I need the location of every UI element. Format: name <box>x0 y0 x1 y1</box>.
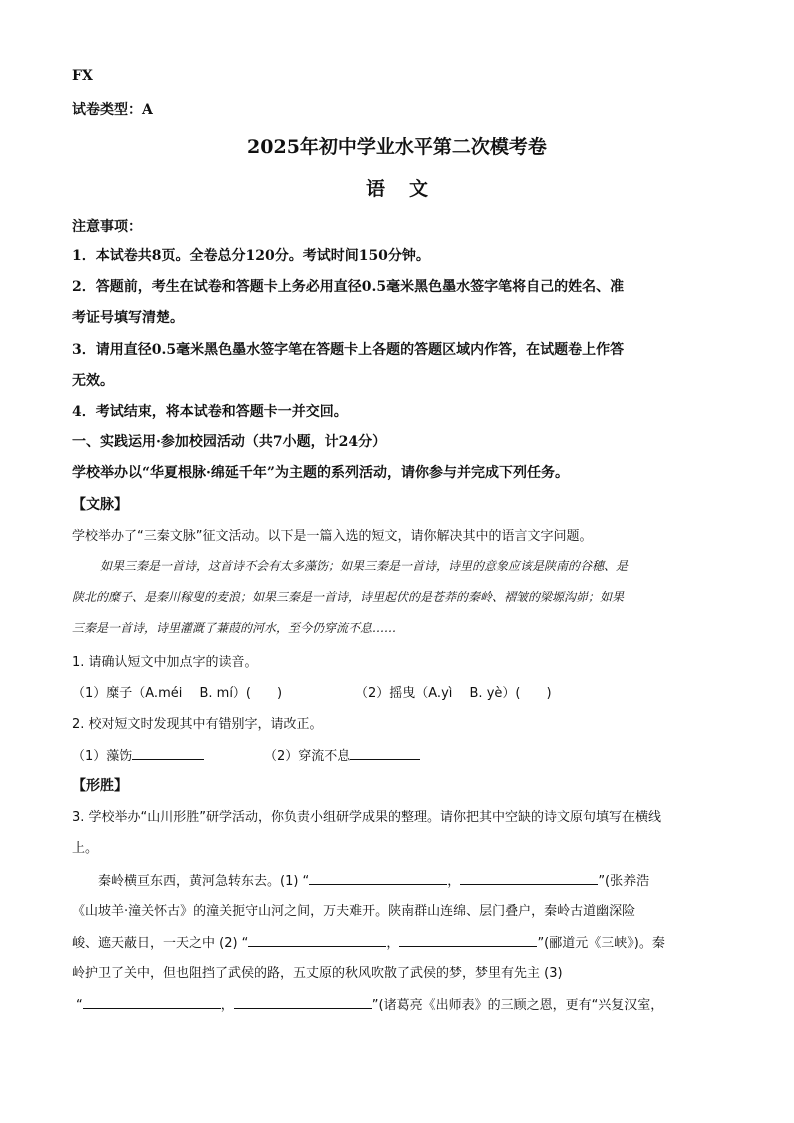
paper-code: FX <box>72 68 93 84</box>
question-1-option-2: （2）摇曳（A.yì B. yè）( ) <box>355 686 552 701</box>
poem-blank[interactable] <box>399 931 537 947</box>
passage-text: “ <box>76 998 83 1013</box>
passage-line-2: 陕北的糜子、是秦川稼叟的麦浪；如果三秦是一首诗，诗里起伏的是苍莽的秦岭、褶皱的梁塬沟峁；如果 <box>72 590 625 604</box>
passage-3-line-3 <box>72 931 665 951</box>
question-2-item-1 <box>72 744 204 764</box>
subject-title: 语文 <box>365 178 452 200</box>
notes-item-3b: 无效。 <box>72 373 114 389</box>
notes-item-2b: 考证号填写清楚。 <box>72 310 184 326</box>
page-title: 2025年初中学业水平第二次模考卷 <box>247 136 547 158</box>
passage-text: ”(张养浩 <box>598 874 650 889</box>
poem-blank[interactable] <box>460 869 598 885</box>
question-2: 2. 校对短文时发现其中有错别字，请改正。 <box>72 717 323 732</box>
question-1-option-1: （1）糜子（A.méi B. mí）( ) <box>72 686 283 701</box>
wenmai-intro: 学校举办了“三秦文脉”征文活动。以下是一篇入选的短文，请你解决其中的语言文字问题。 <box>72 529 593 544</box>
section-heading: 一、实践运用·参加校园活动（共7小题，计24分） <box>72 434 387 450</box>
question-2-item-2 <box>264 744 420 764</box>
notes-item-2a: 2．答题前，考生在试卷和答题卡上务必用直径0.5毫米黑色墨水签字笔将自己的姓名、准 <box>72 279 625 295</box>
answer-blank[interactable] <box>132 744 204 760</box>
paper-type: 试卷类型：A <box>72 102 153 118</box>
notes-item-1: 1．本试卷共8页。全卷总分120分。考试时间150分钟。 <box>72 248 430 264</box>
poem-blank[interactable] <box>309 869 447 885</box>
passage-text: 秦岭横亘东西，黄河急转东去。(1) “ <box>98 874 310 889</box>
passage-3-line-5 <box>76 993 663 1013</box>
passage-3-line-1 <box>98 869 649 889</box>
comma: ， <box>220 998 234 1013</box>
answer-blank[interactable] <box>350 744 420 760</box>
question-1: 1. 请确认短文中加点字的读音。 <box>72 655 258 670</box>
section-intro: 学校举办以“华夏根脉·绵延千年”为主题的系列活动，请你参与并完成下列任务。 <box>72 465 569 481</box>
question-3-line-1: 3. 学校举办“山川形胜”研学活动，你负责小组研学成果的整理。请你把其中空缺的诗文原句填写在横线 <box>72 810 662 825</box>
passage-line-3: 三秦是一首诗，诗里灌溉了蒹葭的河水，至今仍穿流不息…… <box>72 621 397 635</box>
passage-text: ”(郦道元《三峡》)。秦 <box>537 936 665 951</box>
poem-blank[interactable] <box>83 993 221 1009</box>
passage-text: 峻、遮天蔽日，一天之中 (2) “ <box>72 936 249 951</box>
question-2-item-1-label: （1）藻饬 <box>72 749 133 764</box>
comma: ， <box>447 874 461 889</box>
notes-item-3a: 3．请用直径0.5毫米黑色墨水签字笔在答题卡上各题的答题区域内作答，在试题卷上作答 <box>72 342 625 358</box>
question-3-line-2: 上。 <box>72 841 99 856</box>
poem-blank[interactable] <box>248 931 386 947</box>
question-2-item-2-label: （2）穿流不息 <box>264 749 351 764</box>
passage-text: ”(诸葛亮《出师表》的三顾之恩，更有“兴复汉室， <box>371 998 664 1013</box>
wenmai-tag: 【文脉】 <box>72 497 128 513</box>
passage-line-1: 如果三秦是一首诗，这首诗不会有太多藻饬；如果三秦是一首诗，诗里的意象应该是陕南的谷穗、是 <box>100 559 629 573</box>
xingsheng-tag: 【形胜】 <box>72 778 128 794</box>
notes-item-4: 4．考试结束，将本试卷和答题卡一并交回。 <box>72 404 348 420</box>
notes-heading: 注意事项： <box>72 219 142 235</box>
poem-blank[interactable] <box>234 993 372 1009</box>
comma: ， <box>386 936 400 951</box>
passage-3-line-2: 《山坡羊·潼关怀古》的潼关扼守山河之间，万夫难开。陕南群山连绵、层门叠户，秦岭古道幽深险 <box>72 904 636 919</box>
passage-3-line-4: 岭护卫了关中，但也阻挡了武侯的路，五丈原的秋风吹散了武侯的梦，梦里有先主 (3) <box>72 966 563 981</box>
